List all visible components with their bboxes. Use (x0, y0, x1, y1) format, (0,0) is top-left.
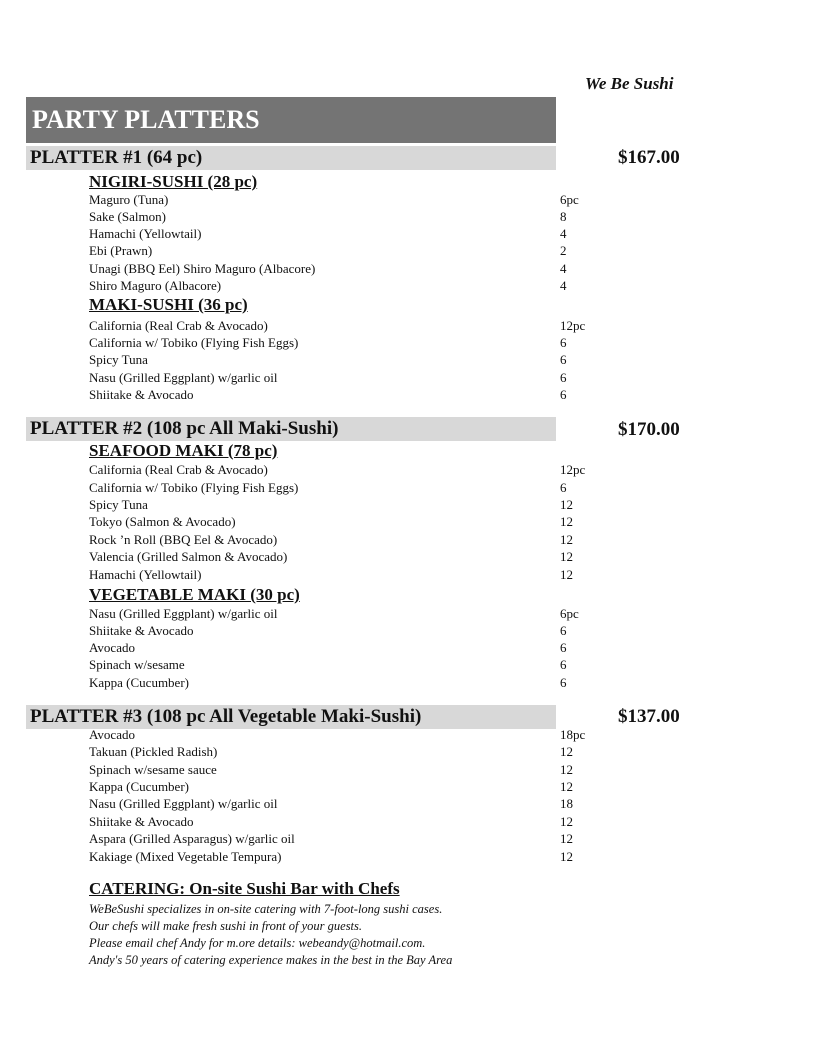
menu-item: Rock ’n Roll (BBQ Eel & Avocado) (89, 532, 278, 547)
item-qty: 12 (560, 549, 573, 564)
menu-item: Aspara (Grilled Asparagus) w/garlic oil (89, 831, 295, 846)
item-qty: 12 (560, 762, 573, 777)
menu-item: Shiitake & Avocado (89, 814, 194, 829)
item-qty: 4 (560, 278, 567, 293)
platter-2-label: PLATTER #2 (108 pc All Maki-Sushi) (30, 418, 339, 439)
platter-1-header (26, 146, 556, 170)
menu-item: Hamachi (Yellowtail) (89, 226, 202, 241)
menu-item: Nasu (Grilled Eggplant) w/garlic oil (89, 606, 278, 621)
menu-item: Tokyo (Salmon & Avocado) (89, 514, 236, 529)
item-qty: 4 (560, 261, 567, 276)
item-qty: 6 (560, 335, 567, 350)
item-qty: 12 (560, 814, 573, 829)
menu-item: Avocado (89, 727, 135, 742)
item-qty: 12 (560, 779, 573, 794)
menu-item: Nasu (Grilled Eggplant) w/garlic oil (89, 796, 278, 811)
section-heading: VEGETABLE MAKI (30 pc) (89, 585, 300, 604)
item-qty: 12 (560, 567, 573, 582)
page-title: PARTY PLATTERS (32, 105, 260, 134)
menu-item: Spicy Tuna (89, 352, 148, 367)
item-qty: 12pc (560, 462, 586, 477)
section-heading: MAKI-SUSHI (36 pc) (89, 295, 248, 314)
item-qty: 12 (560, 497, 573, 512)
item-qty: 12 (560, 532, 573, 547)
menu-item: California w/ Tobiko (Flying Fish Eggs) (89, 480, 299, 495)
platter-3-label: PLATTER #3 (108 pc All Vegetable Maki-Sushi) (30, 706, 422, 727)
menu-item: Kappa (Cucumber) (89, 779, 189, 794)
brand-name: We Be Sushi (585, 74, 674, 93)
platter-3-header (26, 705, 556, 729)
section-heading: NIGIRI-SUSHI (28 pc) (89, 172, 258, 191)
menu-item: California (Real Crab & Avocado) (89, 318, 268, 333)
menu-item: Kappa (Cucumber) (89, 675, 189, 690)
item-qty: 12 (560, 849, 573, 864)
platter-2-header (26, 417, 556, 441)
menu-item: Takuan (Pickled Radish) (89, 744, 218, 759)
menu-item: Ebi (Prawn) (89, 243, 153, 258)
item-qty: 2 (560, 243, 567, 258)
catering-line: Our chefs will make fresh sushi in front of your guests. (89, 919, 363, 933)
platter-1-label: PLATTER #1 (64 pc) (30, 147, 203, 168)
item-qty: 6pc (560, 192, 579, 207)
item-qty: 12 (560, 831, 573, 846)
catering-line: Andy's 50 years of catering experience makes in the best in the Bay Area (89, 953, 453, 967)
title-bar (26, 97, 556, 143)
platter-2-price: $170.00 (618, 419, 680, 440)
platter-3-price: $137.00 (618, 706, 680, 727)
menu-item: Sake (Salmon) (89, 209, 166, 224)
menu-item: Maguro (Tuna) (89, 192, 169, 207)
item-qty: 6 (560, 675, 567, 690)
item-qty: 18 (560, 796, 573, 811)
item-qty: 8 (560, 209, 567, 224)
menu-item: Spinach w/sesame (89, 657, 185, 672)
item-qty: 6 (560, 370, 567, 385)
menu-item: Shiro Maguro (Albacore) (89, 278, 222, 293)
menu-item: Kakiage (Mixed Vegetable Tempura) (89, 849, 282, 864)
catering-line: Please email chef Andy for m.ore details: webeandy@hotmail.com. (89, 936, 426, 950)
menu-item: Valencia (Grilled Salmon & Avocado) (89, 549, 288, 564)
item-qty: 6 (560, 352, 567, 367)
menu-item: California (Real Crab & Avocado) (89, 462, 268, 477)
item-qty: 6 (560, 657, 567, 672)
menu-item: Shiitake & Avocado (89, 623, 194, 638)
menu-item: Spicy Tuna (89, 497, 148, 512)
section-heading: SEAFOOD MAKI (78 pc) (89, 441, 278, 460)
item-qty: 6 (560, 640, 567, 655)
item-qty: 12pc (560, 318, 586, 333)
item-qty: 6 (560, 387, 567, 402)
menu-item: Hamachi (Yellowtail) (89, 567, 202, 582)
platter-1-price: $167.00 (618, 147, 680, 168)
item-qty: 18pc (560, 727, 586, 742)
item-qty: 6 (560, 480, 567, 495)
item-qty: 6 (560, 623, 567, 638)
menu-item: Unagi (BBQ Eel) Shiro Maguro (Albacore) (89, 261, 316, 276)
menu-item: California w/ Tobiko (Flying Fish Eggs) (89, 335, 299, 350)
menu-item: Spinach w/sesame sauce (89, 762, 217, 777)
item-qty: 12 (560, 514, 573, 529)
catering-title: CATERING: On-site Sushi Bar with Chefs (89, 879, 400, 898)
item-qty: 4 (560, 226, 567, 241)
catering-line: WeBeSushi specializes in on-site catering with 7-foot-long sushi cases. (89, 902, 443, 916)
menu-item: Avocado (89, 640, 135, 655)
menu-item: Nasu (Grilled Eggplant) w/garlic oil (89, 370, 278, 385)
item-qty: 6pc (560, 606, 579, 621)
menu-item: Shiitake & Avocado (89, 387, 194, 402)
item-qty: 12 (560, 744, 573, 759)
